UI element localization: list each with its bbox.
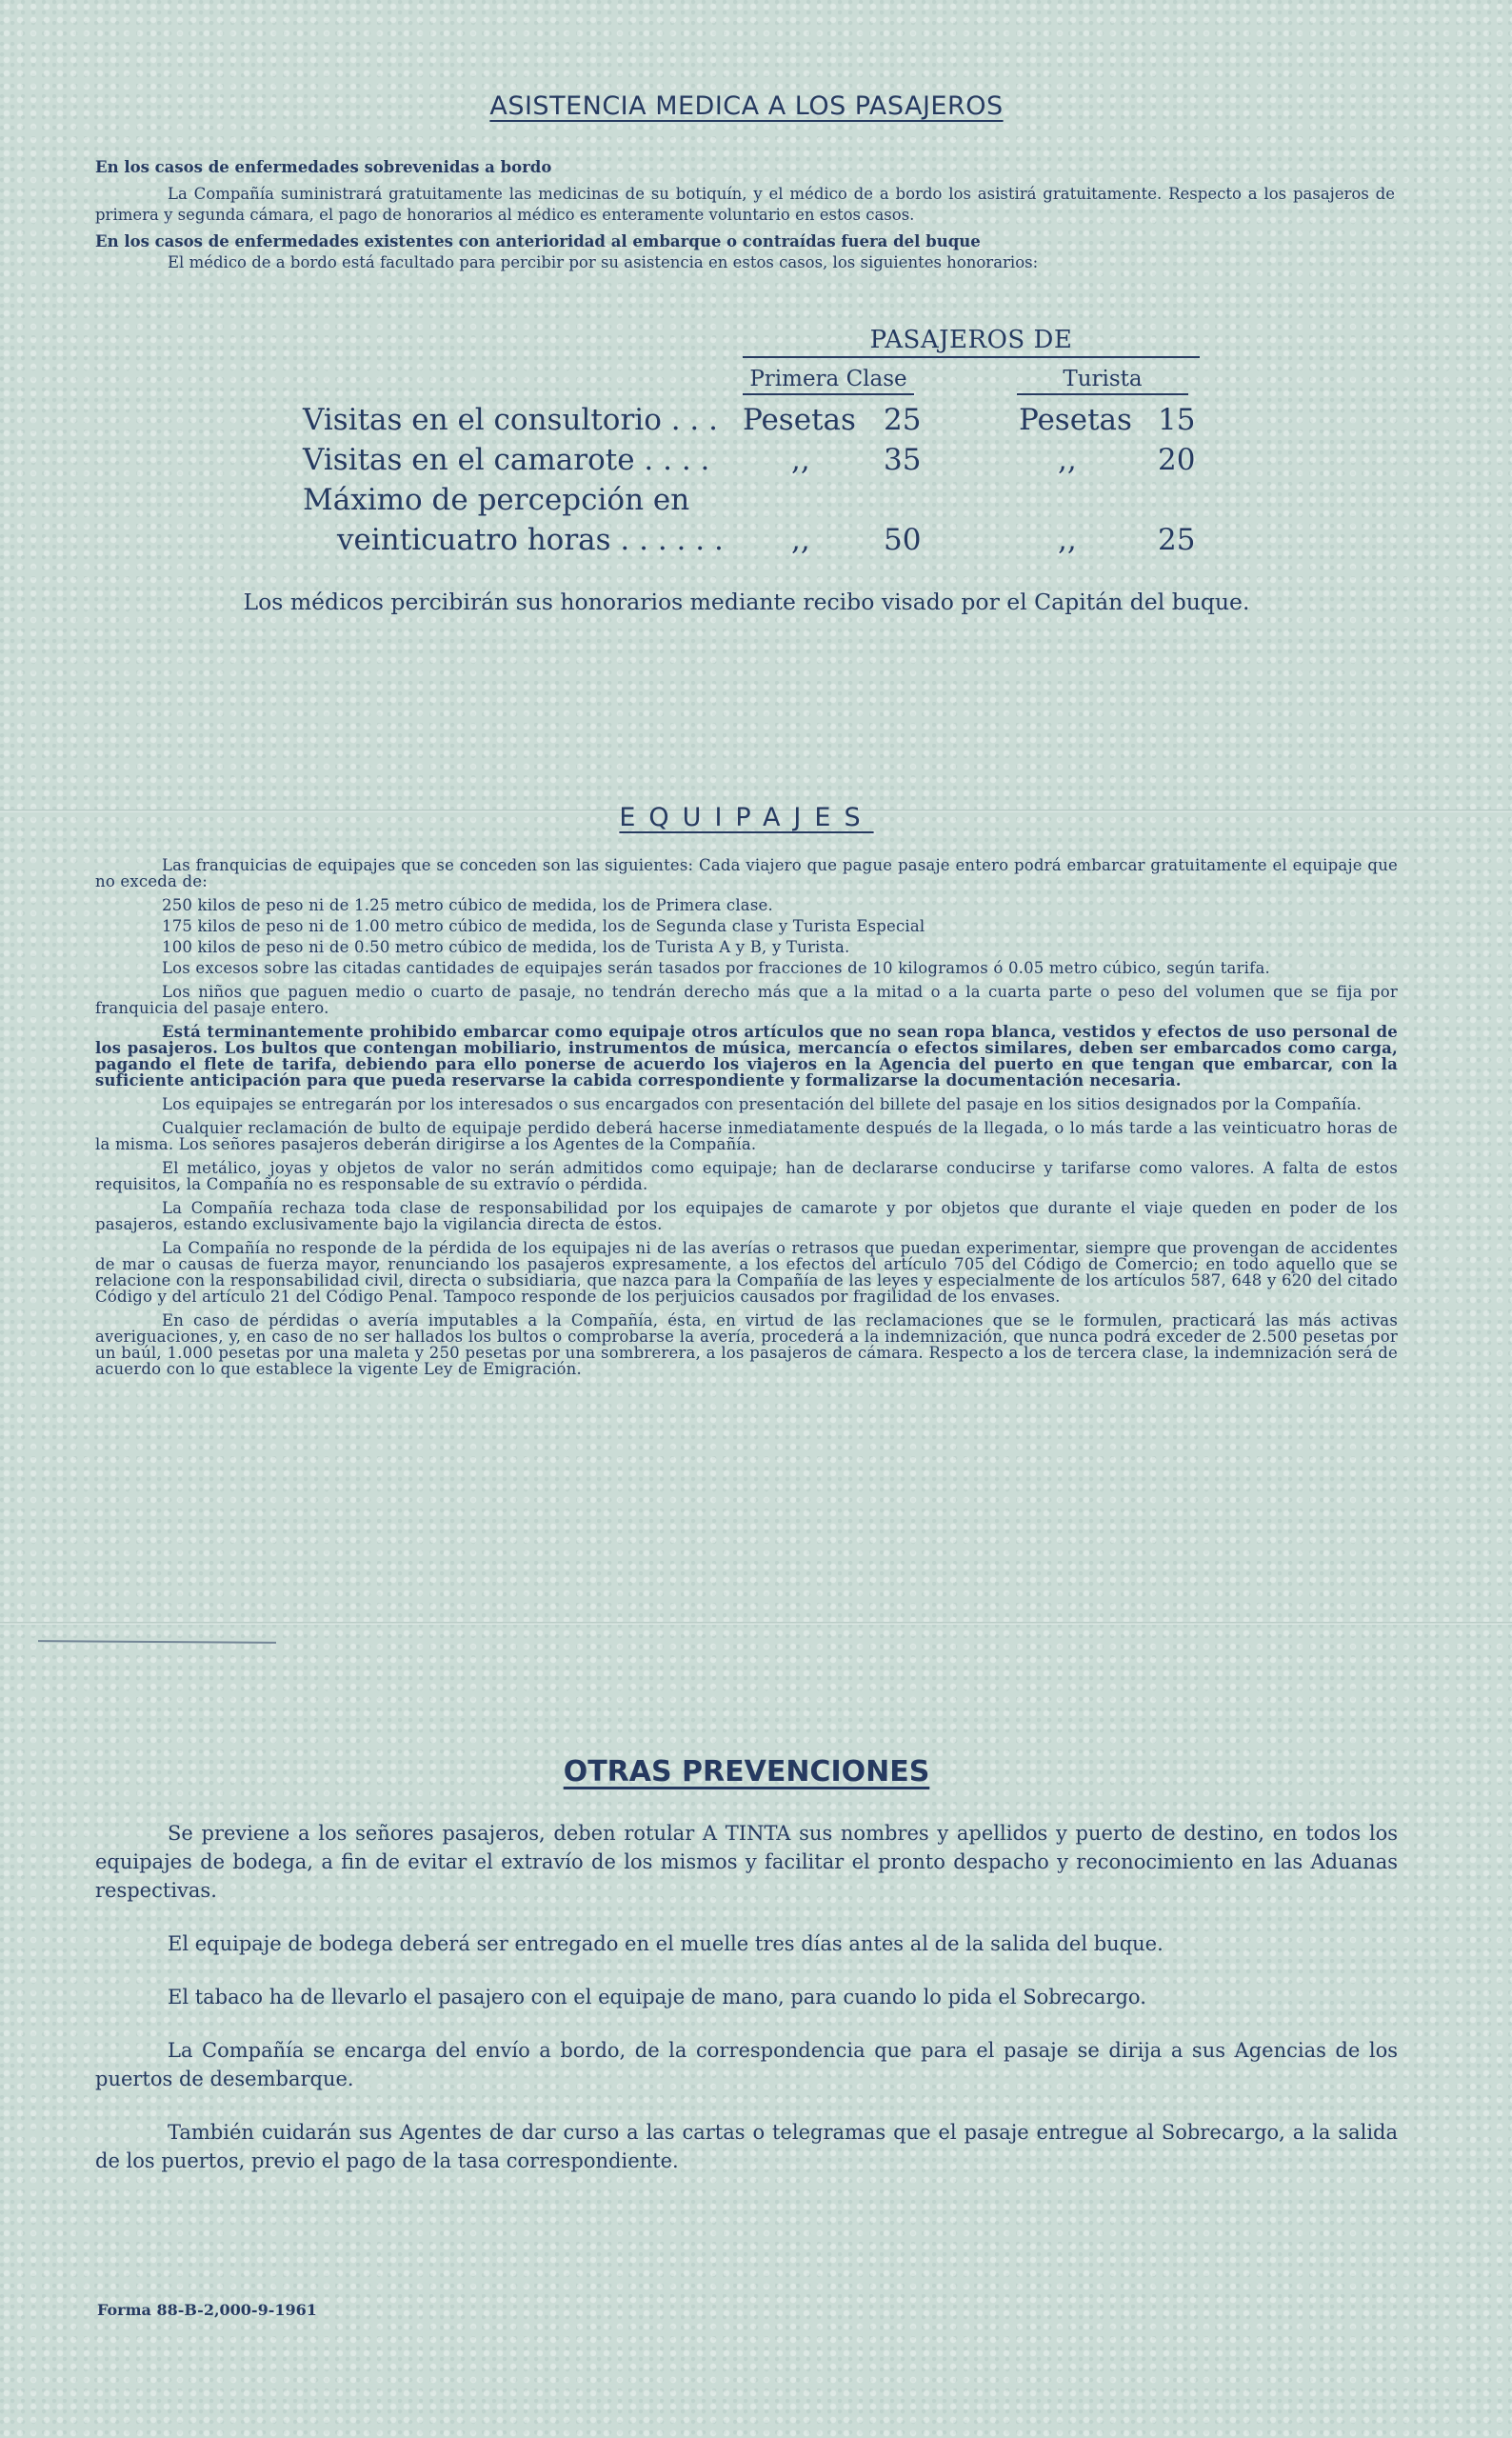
- other-title: OTRAS PREVENCIONES: [563, 1755, 930, 1789]
- other-section: [95, 1819, 1398, 2200]
- fold-line-bottom: [0, 1622, 1512, 1625]
- fee-value-turista: 25: [1158, 523, 1196, 557]
- fee-currency-turista: ,,: [1058, 443, 1077, 477]
- medical-fee-note: Los médicos percibirán sus honorarios mediante recibo visado por el Capitán del buque.: [243, 589, 1250, 615]
- luggage-paragraph: Cualquier reclamación de bulto de equipaje perdido deberá hacerse inmediatamente después de la llegada, o lo más tarde a las veinticuatro horas de la misma. Los señores pasajeros deberán dirigirse a los Agentes de la Compañía.: [95, 1119, 1398, 1153]
- fee-value-primera: 25: [884, 403, 922, 437]
- luggage-section: [95, 857, 1398, 1385]
- form-number: Forma 88-B-2,000-9-1961: [97, 2301, 317, 2319]
- medical-section: [95, 157, 1395, 273]
- medical-paragraph-1: La Compañía suministrará gratuitamente las medicinas de su botiquín, y el médico de a bordo los asistirá gratuitamente. Respecto a los pasajeros de primera y segunda cámara, el pago de honorarios al médico es enteramente voluntario en estos casos.: [95, 185, 1395, 224]
- medical-subheading-2: En los casos de enfermedades existentes con anterioridad al embarque o contraídas fuera del buque: [95, 232, 981, 250]
- other-paragraph: El tabaco ha de llevarlo el pasajero con el equipaje de mano, para cuando lo pida el Sobrecargo.: [168, 1986, 1146, 2008]
- fee-column-primera: Primera Clase: [743, 367, 914, 395]
- other-paragraph: También cuidarán sus Agentes de dar curso a las cartas o telegramas que el pasaje entregue al Sobrecargo, a la salida de los puertos, previo el pago de la tasa correspondiente.: [95, 2121, 1398, 2172]
- fee-table: [303, 400, 1255, 560]
- other-paragraph: El equipaje de bodega deberá ser entregado en el muelle tres días antes al de la salida del buque.: [168, 1932, 1164, 1955]
- luggage-paragraph: Los excesos sobre las citadas cantidades de equipajes serán tasados por fracciones de 10 kilogramos ó 0.05 metro cúbico, según tarifa.: [162, 959, 1270, 977]
- fee-currency-primera: ,,: [791, 443, 810, 477]
- luggage-paragraph: Los equipajes se entregarán por los interesados o sus encargados con presentación del billete del pasaje en los sitios designados por la Compañía.: [162, 1095, 1363, 1113]
- fee-value-turista: 20: [1158, 443, 1196, 477]
- fee-row-maximo: [303, 480, 1255, 560]
- fee-row-label: Visitas en el camarote . . . .: [303, 443, 710, 477]
- luggage-paragraph: Está terminantemente prohibido embarcar como equipaje otros artículos que no sean ropa blanca, vestidos y efectos de uso personal de los pasajeros. Los bultos que contengan mobiliario, instrumentos de música, mercancía o efectos similares, deben ser embarcados como carga, pagando el flete de tarifa, debiendo para ello ponerse de acuerdo los viajeros en la Agencia del puerto en que tengan que embarcar, con la suficiente anticipación para que pueda reservarse la cabida correspondiente y formalizarse la documentación necesaria.: [95, 1023, 1398, 1089]
- fee-value-primera: 35: [884, 443, 922, 477]
- medical-subheading-1: En los casos de enfermedades sobrevenidas a bordo: [95, 158, 552, 176]
- luggage-title: EQUIPAJES: [619, 803, 874, 832]
- fee-currency-primera: Pesetas: [743, 403, 856, 437]
- luggage-paragraph: En caso de pérdidas o avería imputables a la Compañía, ésta, en virtud de las reclamaciones que se le formulen, practicará las más activas averiguaciones, y, en caso de no ser hallados los bultos o comprobarse la avería, procederá a la indemnización, que nunca podrá exceder de 2.500 pesetas por un baúl, 1.000 pesetas por una maleta y 250 pesetas por una sombrerera, a los pasajeros de cámara. Respecto a los de tercera clase, la indemnización será de acuerdo con lo que establece la vigente Ley de Emigración.: [95, 1311, 1398, 1378]
- luggage-allowance-item: 175 kilos de peso ni de 1.00 metro cúbico de medida, los de Segunda clase y Turista Especial: [162, 917, 925, 935]
- other-paragraph: Se previene a los señores pasajeros, deben rotular A TINTA sus nombres y apellidos y puerto de destino, en todos los equipajes de bodega, a fin de evitar el extravío de los mismos y facilitar el pronto despacho y reconocimiento en las Aduanas respectivas.: [95, 1822, 1398, 1902]
- other-paragraph: La Compañía se encarga del envío a bordo, de la correspondencia que para el pasaje se dirija a sus Agencias de los puertos de desembarque.: [95, 2039, 1398, 2090]
- luggage-allowance-item: 250 kilos de peso ni de 1.25 metro cúbico de medida, los de Primera clase.: [162, 896, 773, 914]
- fee-row-label: Máximo de percepción en: [303, 483, 690, 517]
- medical-paragraph-2: El médico de a bordo está facultado para percibir por su asistencia en estos casos, los siguientes honorarios:: [168, 253, 1039, 271]
- fee-row-label: Visitas en el consultorio . . .: [303, 403, 718, 437]
- fee-currency-primera: ,,: [791, 523, 810, 557]
- luggage-paragraph: Los niños que paguen medio o cuarto de pasaje, no tendrán derecho más que a la mitad o a la cuarta parte o peso del volumen que se fija por franquicia del pasaje entero.: [95, 983, 1398, 1017]
- fee-value-primera: 50: [884, 523, 922, 557]
- fee-row-camarote: [303, 440, 1255, 480]
- luggage-intro: Las franquicias de equipajes que se conceden son las siguientes: Cada viajero que pague pasaje entero podrá embarcar gratuitamente el equipaje que no exceda de:: [95, 856, 1398, 890]
- fee-table-header: PASAJEROS DE: [743, 326, 1200, 358]
- pen-mark: [38, 1640, 276, 1644]
- fee-row-consultorio: [303, 400, 1255, 440]
- medical-title: ASISTENCIA MEDICA A LOS PASAJEROS: [489, 91, 1004, 121]
- fee-currency-turista: ,,: [1058, 523, 1077, 557]
- fee-currency-turista: Pesetas: [1019, 403, 1132, 437]
- luggage-paragraph: La Compañía no responde de la pérdida de los equipajes ni de las averías o retrasos que puedan experimentar, siempre que provengan de accidentes de mar o causas de fuerza mayor, renunciando los pasajeros expresamente, a los efectos del artículo 705 del Código de Comercio; en todo aquello que se relacione con la responsabilidad civil, directa o subsidiaria, que nazca para la Compañía de las leyes y especialmente de los artículos 587, 648 y 620 del citado Código y del artículo 21 del Código Penal. Tampoco responde de los perjuicios causados por fragilidad de los envases.: [95, 1239, 1398, 1306]
- luggage-paragraph: El metálico, joyas y objetos de valor no serán admitidos como equipaje; han de declararse conducirse y tarifarse como valores. A falta de estos requisitos, la Compañía no es responsable de su extravío o pérdida.: [95, 1159, 1398, 1193]
- luggage-paragraph: La Compañía rechaza toda clase de responsabilidad por los equipajes de camarote y por objetos que durante el viaje queden en poder de los pasajeros, estando exclusivamente bajo la vigilancia directa de éstos.: [95, 1199, 1398, 1233]
- fee-column-turista: Turista: [1017, 367, 1188, 395]
- fee-row-label-continued: veinticuatro horas . . . . . .: [337, 523, 724, 557]
- luggage-allowance-item: 100 kilos de peso ni de 0.50 metro cúbico de medida, los de Turista A y B, y Turista.: [162, 938, 850, 956]
- fee-value-turista: 15: [1158, 403, 1196, 437]
